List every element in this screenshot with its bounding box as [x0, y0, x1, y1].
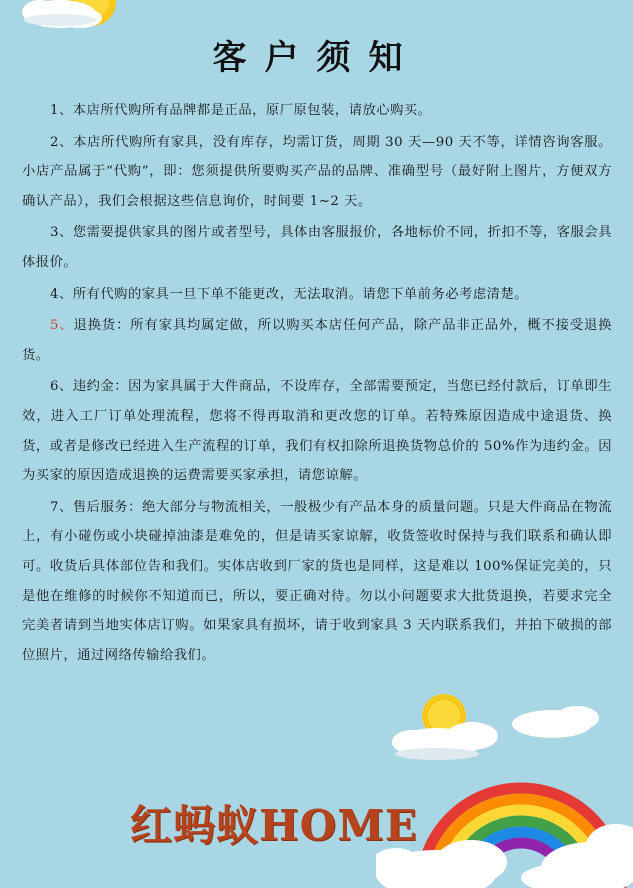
notice-list — [22, 96, 612, 672]
item-number: 1、 — [50, 103, 73, 118]
item-text: 退换货：所有家具均属定做，所以购买本店任何产品，除产品非正品外，概不接受退换货。 — [22, 318, 612, 363]
page-title: 客户须知 — [212, 38, 421, 78]
item-number: 4、 — [50, 286, 73, 302]
brand-logo: 红蚂蚁HOME — [130, 801, 418, 850]
item-number: 2、 — [50, 134, 74, 150]
item-text: 本店所代购所有家具，没有库存，均需订货，周期 30 天—90 天不等，详情咨询客服。小店产品属于“代购”，即：您须提供所要购买产品的品牌、准确型号（最好附上图片，方便双方确认产品），我们会根据这些信息询价，时间要 1~2 天。 — [22, 134, 612, 209]
item-number: 7、 — [50, 499, 73, 515]
notice-item-3 — [22, 218, 612, 277]
notice-item-4 — [22, 280, 612, 310]
item-text: 您需要提供家具的图片或者型号，具体由客服报价，各地标价不同，折扣不等，客服会具体报价。 — [22, 225, 613, 270]
item-text: 售后服务：绝大部分与物流相关，一般极少有产品本身的质量问题。只是大件商品在物流上，有小碰伤或小块碰掉油漆是难免的，但是请买家谅解，收货签收时保持与我们联系和确认即可。收货后具体部位告和我们。实体店收到厂家的货也是同样，这是难以 100%保证完美的，只是他在维修的时候你不知道而已，所以，要正确对待。勿以小问题要求大批货退换，若要求完全完美者请到当地实体店订购。如果家具有损坏，请于收到家具 3 天内联系我们，并拍下破损的部位照片，通过网络传输给我们。 — [22, 499, 613, 663]
item-text: 所有代购的家具一旦下单不能更改，无法取消。请您下单前务必考虑清楚。 — [72, 286, 529, 302]
item-text: 本店所代购所有品牌都是正品，原厂原包装，请放心购买。 — [72, 103, 432, 118]
notice-item-5 — [22, 311, 612, 370]
item-number: 6、 — [50, 379, 73, 395]
item-number: 5、 — [50, 318, 74, 334]
item-text: 违约金：因为家具属于大件商品，不设库存，全部需要预定，当您已经付款后，订单即生效，进入工厂订单处理流程，您将不得再取消和更改您的订单。若特殊原因造成中途退货、换货，或者是修改已经进入生产流程的订单，我们有权扣除所退换货物总价的 50%作为违约金。因为买家的原因造成退换的运费需要买家承担，请您谅解。 — [22, 379, 613, 484]
notice-item-6 — [22, 372, 612, 490]
item-number: 3、 — [50, 225, 73, 241]
notice-item-7 — [22, 493, 612, 671]
notice-item-2 — [22, 128, 612, 217]
notice-item-1 — [22, 96, 612, 126]
